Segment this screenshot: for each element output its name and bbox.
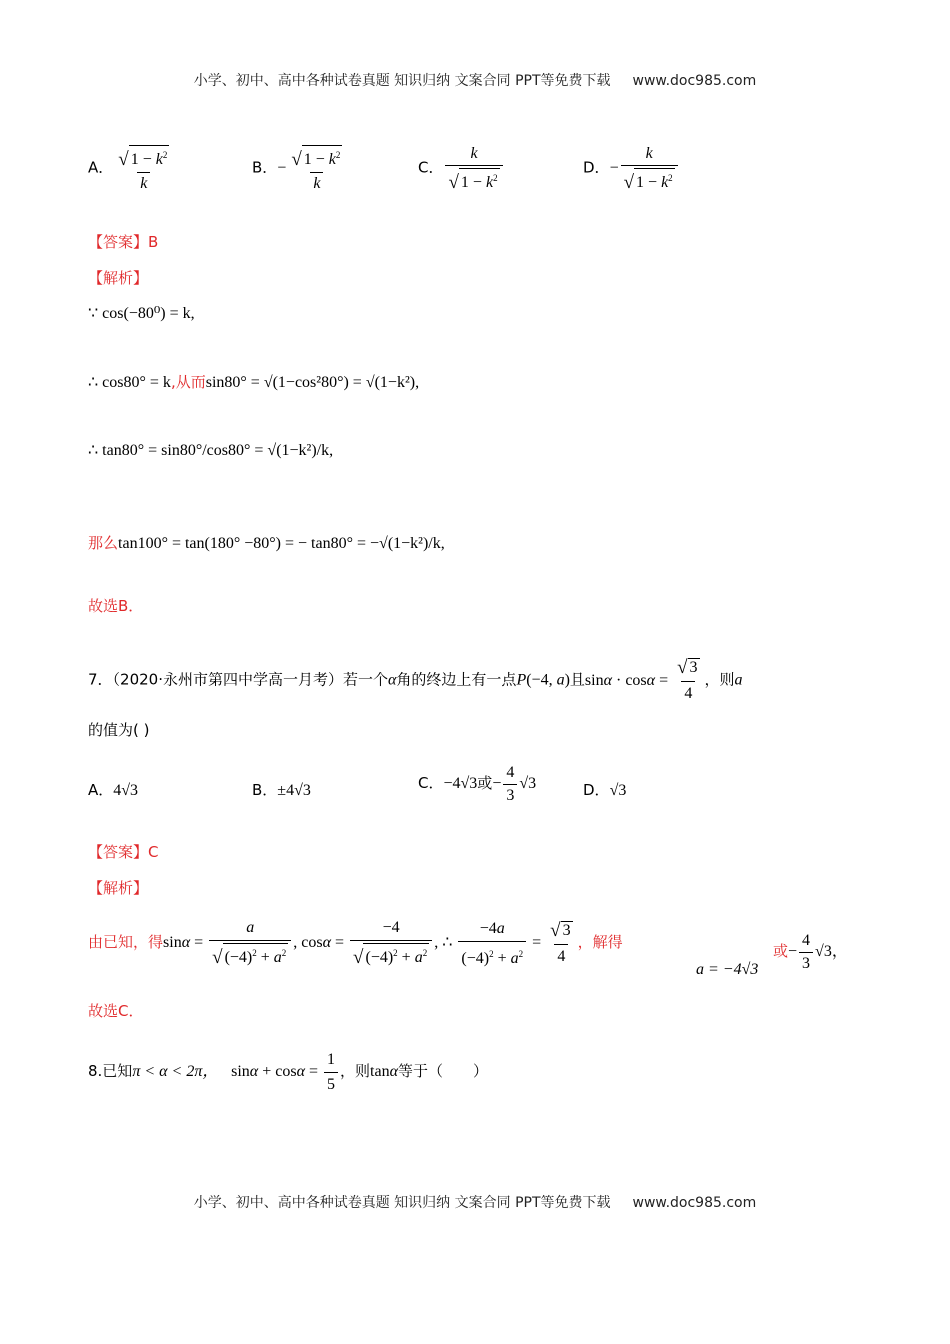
q7-conclusion: 故选C． [88,1002,144,1020]
footer-url[interactable]: www.doc985.com [632,1195,757,1211]
q7-option-d: D．√3 [583,781,627,799]
option-b: B．− √ $1 - k^2$ k [252,145,347,193]
q6-step2: ∴ cos80° = k,从而sin80° = √(1−cos²80°) = √(1−k²), [88,373,420,391]
q6-step1: ∵ cos(−80⁰) = k, [88,305,195,322]
q7-stem: 7．（2020·永州市第四中学高一月考）若一个α角的终边上有一点P(−4, a)且sinα · cosα = √ 3 4 ，则a [88,657,743,702]
q7-solution: 由已知，得sinα = a √ $(-4)^2 + a^2$ , cosα = −4 √ $(-4)^2 + a^2$ , ∴ $\frac{-4a}{(-4)^2 + a^2}$ = √ 3 4 ，解得 [88,919,623,968]
q7-option-c: C．−4√3或− $\frac{4}{3}$ √3 [418,764,537,804]
q7-option-a: A．4√3 [88,781,139,799]
q7-analysis-label: 【解析】 [88,879,149,897]
page-header [0,70,950,90]
option-a: A． √ $1 - k^2$ k [88,145,174,193]
q6-answer: 【答案】B [88,233,159,251]
option-c: C． k √ $1 - k^2$ [418,145,505,193]
header-url[interactable]: www.doc985.com [632,73,757,89]
page-footer [0,1192,950,1212]
q8-stem: 8.已知π < α < 2π， sinα + cosα = $\frac{1}{5}$ ，则tanα等于（ ） [88,1051,488,1093]
q7-solution-value: a = −4√3 [696,961,759,978]
q6-step4: 那么tan100° = tan(180° −80°) = − tan80° = −√(1−k²)/k, [88,534,445,552]
header-text: 小学、初中、高中各种试卷真题 知识归纳 文案合同 PPT等免费下载 [193,73,611,89]
q7-answer: 【答案】C [88,843,159,861]
q7-option-b: B．±4√3 [252,781,311,799]
footer-text: 小学、初中、高中各种试卷真题 知识归纳 文案合同 PPT等免费下载 [193,1195,611,1211]
option-d: D．− k √ $1 - k^2$ [583,145,680,193]
q6-step3: ∴ tan80° = sin80°/cos80° = √(1−k²)/k, [88,442,334,459]
q6-conclusion: 故选B． [88,597,144,615]
q7-stem-line2: 的值为( ) [88,721,150,739]
q7-solution-alt: 或− $\frac{4}{3}$ √3， [773,932,848,972]
q6-analysis-label: 【解析】 [88,269,149,287]
